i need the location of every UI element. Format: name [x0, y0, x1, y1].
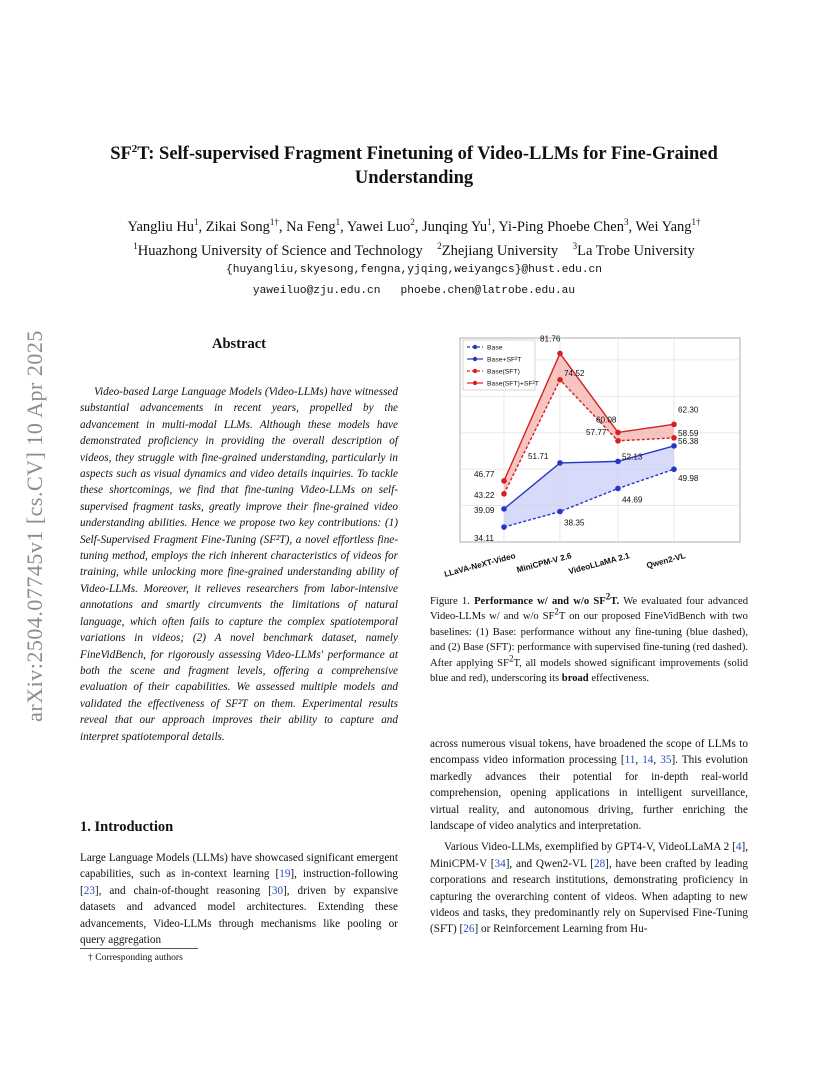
data-label: 51.71	[528, 451, 549, 461]
legend-entry: Base(SFT)	[487, 368, 520, 376]
x-tick-label: VideoLLaMA 2.1	[567, 551, 631, 577]
author: Yawei Luo	[346, 219, 411, 235]
citation-link[interactable]: 11	[624, 754, 636, 767]
data-label: 44.69	[622, 495, 643, 505]
data-label: 49.98	[678, 474, 699, 484]
legend-entry: Base+SF²T	[487, 356, 522, 364]
abstract-body: Video-based Large Language Models (Video-LLMs) have witnessed substantial advancements in recent years, propelled by the advancement in multi-modal LLMs. Although these models have demonstrated proficiency in providing the overall description of videos, they struggle with fine-grained understanding, particularly in aspects such as visual dynamics and video details inquiries. To tackle these shortcomings, we find that fine-tuning Video-LLMs on self-supervised fragment tasks, greatly improve their fine-grained video understanding abilities. Hence we propose two key contributions: (1) Self-Supervised Fragment Fine-Tuning (SF²T), a novel effortless fine-tuning method, employs the rich inherent characteristics of videos for training, while unlocking more fine-grained understanding ability of Video-LLMs. Moreover, it relieves researchers from labor-intensive annotations and smartly circumvents the limitations of natural language, which often fails to capture the complex spatiotemporal variations in videos; (2) A novel benchmark dataset, namely FineVidBench, for rigorously assessing Video-LLMs' performance at both the scene and fragment levels, offering a comprehensive evaluation of their capabilities. We assessed multiple models and validated the effectiveness of SF²T on them. Experimental results reveal that our approach improves their ability to capture and interpret spatiotemporal details.	[80, 386, 398, 743]
citation-link[interactable]: 34	[494, 857, 506, 870]
legend-marker	[473, 369, 477, 373]
intro-paragraph: Large Language Models (LLMs) have showcased significant emergent capabilities, such as in-context learning [19], instruction-following [23], and chain-of-thought reasoning [30], driven by expansive datasets and advanced model architectures. Extending these advancements, Video-LLMs through mechanisms like pooling or query aggregation	[80, 852, 398, 947]
legend-marker	[473, 381, 477, 385]
footnote: † Corresponding authors	[88, 952, 183, 963]
paragraph: Various Video-LLMs, exemplified by GPT4-V, VideoLLaMA 2 [4], MiniCPM-V [34], and Qwen2-VL [28], have been crafted by leading corporations and research institutions, demonstrating proficiency in capturing the overarching content of videos. When adapting to new videos and tasks, they predominantly rely on Supervised Fine-Tuning (SFT) [26] or Reinforcement Learning from Hu-	[430, 841, 748, 936]
legend-entry: Base(SFT)+SF²T	[487, 380, 539, 388]
author: Na Feng	[286, 219, 336, 235]
citation-link[interactable]: 14	[642, 754, 654, 767]
legend-marker	[473, 345, 477, 349]
citation-link[interactable]: 35	[660, 754, 672, 767]
author: Yi-Ping Phoebe Chen	[498, 219, 624, 235]
data-label: 58.59	[678, 428, 699, 438]
author-list: Yangliu Hu$^1$, Zikai Song$^{1\dagger}$, Na Feng$^1$, Yawei Luo$^2$, Junqing Yu$^1$, Yi-Ping Phoebe Chen$^3$, Wei Yang$^{1\dagger}$	[127, 217, 701, 235]
legend-marker	[473, 357, 477, 361]
data-point	[557, 509, 563, 515]
affiliations: $^1$Huazhong University of Science and Technology $^2$Zhejiang University $^3$La Trobe University	[133, 241, 695, 259]
data-point	[501, 491, 507, 497]
data-point	[557, 377, 563, 383]
email-line-1: {huyangliu,skyesong,fengna,yjqing,weiyangcs}@hust.edu.cn	[226, 264, 602, 276]
data-point	[615, 486, 621, 492]
citation-link[interactable]: 19	[279, 868, 291, 881]
data-label: 81.76	[540, 334, 561, 344]
chart-x-ticks	[443, 551, 686, 579]
data-point	[671, 422, 677, 428]
data-label: 62.30	[678, 405, 699, 415]
author: Junqing Yu	[421, 219, 488, 235]
data-point	[671, 443, 677, 449]
abstract-heading: Abstract	[212, 336, 266, 352]
data-label: 39.09	[474, 505, 495, 515]
data-label: 74.52	[564, 368, 585, 378]
citation-link[interactable]: 30	[271, 884, 284, 897]
author: Zikai Song	[205, 219, 270, 235]
paper-title: $SF^2T$: Self-supervised Fragment Finetuning of Video-LLMs for Fine-Grained Understanding	[110, 142, 718, 188]
paragraph: across numerous visual tokens, have broadened the scope of LLMs to encompass video information processing [11, 14, 35]. This evolution markedly advances their potential for in-depth real-world comprehension, opening applications in intelligent surveillance, virtual reality, and autonomous driving, further enriching the landscape of video analytics and interpretation.	[430, 738, 749, 833]
data-label: 57.77	[586, 427, 607, 437]
citation-link[interactable]: 26	[463, 923, 475, 936]
data-point	[615, 430, 621, 436]
x-tick-label: Qwen2-VL	[645, 551, 687, 571]
x-tick-label: MiniCPM-V 2.6	[515, 551, 573, 575]
data-label: 43.22	[474, 490, 495, 500]
data-label: 38.35	[564, 518, 585, 528]
data-point	[501, 506, 507, 512]
footnote-rule	[80, 948, 198, 949]
author: Wei Yang	[635, 219, 692, 235]
section-heading: 1. Introduction	[80, 819, 174, 835]
legend-entry: Base	[487, 344, 503, 352]
email-line-2: yaweiluo@zju.edu.cn phoebe.chen@latrobe.edu.au	[252, 285, 576, 297]
author: Yangliu Hu	[127, 219, 195, 235]
data-label: 60.08	[596, 415, 617, 425]
citation-link[interactable]: 23	[83, 884, 95, 897]
data-point	[557, 460, 563, 466]
arxiv-stamp: arXiv:2504.07745v1 [cs.CV] 10 Apr 2025	[22, 330, 47, 722]
data-point	[557, 351, 563, 357]
data-point	[615, 459, 621, 465]
data-point	[501, 524, 507, 530]
right-column-text	[430, 736, 748, 938]
performance-chart	[440, 330, 750, 580]
chart-legend	[463, 340, 539, 390]
data-label: 52.13	[622, 452, 643, 462]
x-tick-label: LLaVA-NeXT-Video	[443, 551, 517, 579]
figure-caption: Figure 1. Performance w/ and w/o $SF^2T$. We evaluated four advanced Video-LLMs w/ and w/o $SF^2T$ on our proposed FineVidBench with two baselines: (1) Base: performance without any fine-tuning (blue dashed), and (2) Base (SFT): performance with supervised fine-tuning (red dashed). After applying $SF^2T$, all models showed significant improvements (solid blue and red), underscoring its broad effectiveness.	[430, 591, 748, 685]
citation-link[interactable]: 4	[735, 841, 742, 854]
data-label: 34.11	[474, 534, 494, 544]
citation-link[interactable]: 28	[593, 857, 606, 870]
data-label: 56.38	[678, 436, 699, 446]
data-point	[615, 438, 621, 444]
data-label: 46.77	[474, 469, 495, 479]
data-point	[671, 435, 677, 441]
data-point	[671, 466, 677, 472]
data-point	[501, 478, 507, 484]
